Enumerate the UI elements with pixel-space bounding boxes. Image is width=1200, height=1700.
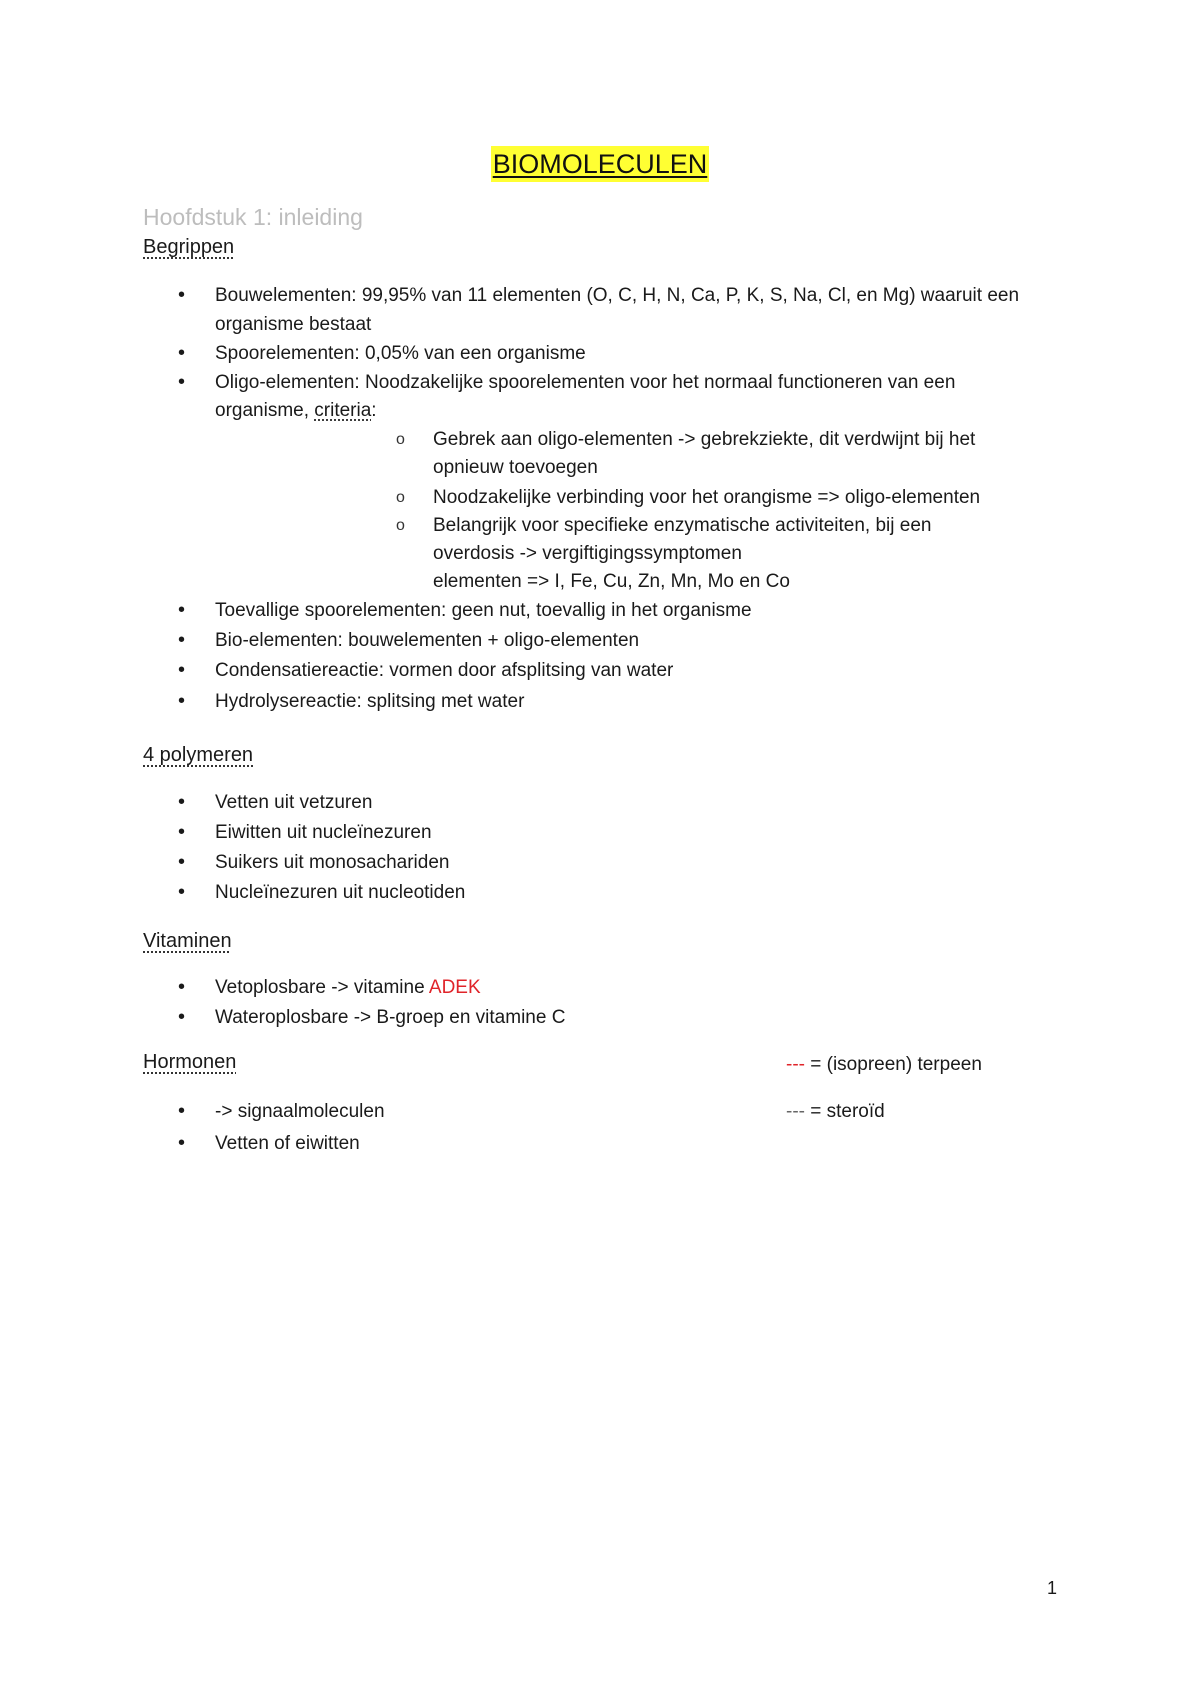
- list-item-polymeer: Nucleïnezuren uit nucleotiden: [215, 882, 466, 903]
- legend-terpeen-text: = (isopreen) terpeen: [804, 1054, 982, 1075]
- bullet-icon: •: [178, 599, 186, 621]
- sub-bullet-icon: o: [396, 517, 405, 534]
- bullet-icon: •: [178, 1100, 186, 1122]
- list-item-polymeer: Suikers uit monosachariden: [215, 852, 450, 873]
- oligo-prefix: organisme,: [215, 400, 315, 421]
- bullet-icon: •: [178, 371, 186, 393]
- list-item-condensatiereactie: Condensatiereactie: vormen door afsplitsing van water: [215, 660, 674, 681]
- criteria-item-1-cont: opnieuw toevoegen: [433, 457, 598, 478]
- red-dash-icon: ---: [786, 1054, 805, 1075]
- page-title: BIOMOLECULEN: [491, 146, 710, 182]
- title-wrap: [0, 146, 1200, 182]
- list-item-bouwelementen-cont: organisme bestaat: [215, 314, 372, 335]
- bullet-icon: •: [178, 1132, 186, 1154]
- criteria-item-1: Gebrek aan oligo-elementen -> gebrekziekte, dit verdwijnt bij het: [433, 429, 976, 450]
- bullet-icon: •: [178, 690, 186, 712]
- heading-begrippen: Begrippen: [143, 236, 235, 258]
- bullet-icon: •: [178, 629, 186, 651]
- criteria-item-3: Belangrijk voor specifieke enzymatische activiteiten, bij een: [433, 515, 932, 536]
- page-number: 1: [1047, 1578, 1058, 1598]
- legend-steroid-text: = steroïd: [804, 1101, 885, 1122]
- bullet-icon: •: [178, 342, 186, 364]
- list-item-oligo-elementen: Oligo-elementen: Noodzakelijke spoorelementen voor het normaal functioneren van een: [215, 372, 956, 393]
- list-item-oligo-elementen-cont: [215, 396, 377, 425]
- list-item-vetoplosbare: [215, 973, 481, 1002]
- heading-hormonen: Hormonen: [143, 1051, 237, 1073]
- bullet-icon: •: [178, 1006, 186, 1028]
- list-item-hormoon: -> signaalmoleculen: [215, 1101, 385, 1122]
- heading-vitaminen: Vitaminen: [143, 930, 232, 952]
- bullet-icon: •: [178, 659, 186, 681]
- legend-terpeen: [786, 1050, 982, 1079]
- list-item-wateroplosbare: Wateroplosbare -> B-groep en vitamine C: [215, 1007, 566, 1028]
- chapter-heading: Hoofdstuk 1: inleiding: [143, 204, 363, 230]
- sub-bullet-icon: o: [396, 489, 405, 506]
- list-item-hormoon: Vetten of eiwitten: [215, 1133, 360, 1154]
- bullet-icon: •: [178, 284, 186, 306]
- oligo-suffix: :: [371, 400, 377, 421]
- bullet-icon: •: [178, 881, 186, 903]
- criteria-item-3-elements: elementen => I, Fe, Cu, Zn, Mn, Mo en Co: [433, 571, 790, 592]
- list-item-spoorelementen: Spoorelementen: 0,05% van een organisme: [215, 343, 586, 364]
- bullet-icon: •: [178, 791, 186, 813]
- vetoplosbare-text: Vetoplosbare -> vitamine: [215, 977, 429, 998]
- list-item-toevallige: Toevallige spoorelementen: geen nut, toevallig in het organisme: [215, 600, 752, 621]
- adek-highlight: ADEK: [428, 977, 481, 998]
- criteria-item-3-cont: overdosis -> vergiftigingssymptomen: [433, 543, 742, 564]
- heading-polymeren: 4 polymeren: [143, 744, 254, 766]
- list-item-polymeer: Vetten uit vetzuren: [215, 792, 373, 813]
- bullet-icon: •: [178, 821, 186, 843]
- gray-dash-icon: ---: [786, 1101, 805, 1122]
- list-item-bouwelementen: Bouwelementen: 99,95% van 11 elementen (O, C, H, N, Ca, P, K, S, Na, Cl, en Mg) waaruit een: [215, 285, 1020, 306]
- bullet-icon: •: [178, 976, 186, 998]
- list-item-bio-elementen: Bio-elementen: bouwelementen + oligo-elementen: [215, 630, 640, 651]
- bullet-icon: •: [178, 851, 186, 873]
- list-item-hydrolysereactie: Hydrolysereactie: splitsing met water: [215, 691, 525, 712]
- list-item-polymeer: Eiwitten uit nucleïnezuren: [215, 822, 432, 843]
- criteria-item-2: Noodzakelijke verbinding voor het orangisme => oligo-elementen: [433, 487, 981, 508]
- criteria-link: criteria: [314, 400, 372, 421]
- legend-steroid: [786, 1097, 885, 1126]
- sub-bullet-icon: o: [396, 431, 405, 448]
